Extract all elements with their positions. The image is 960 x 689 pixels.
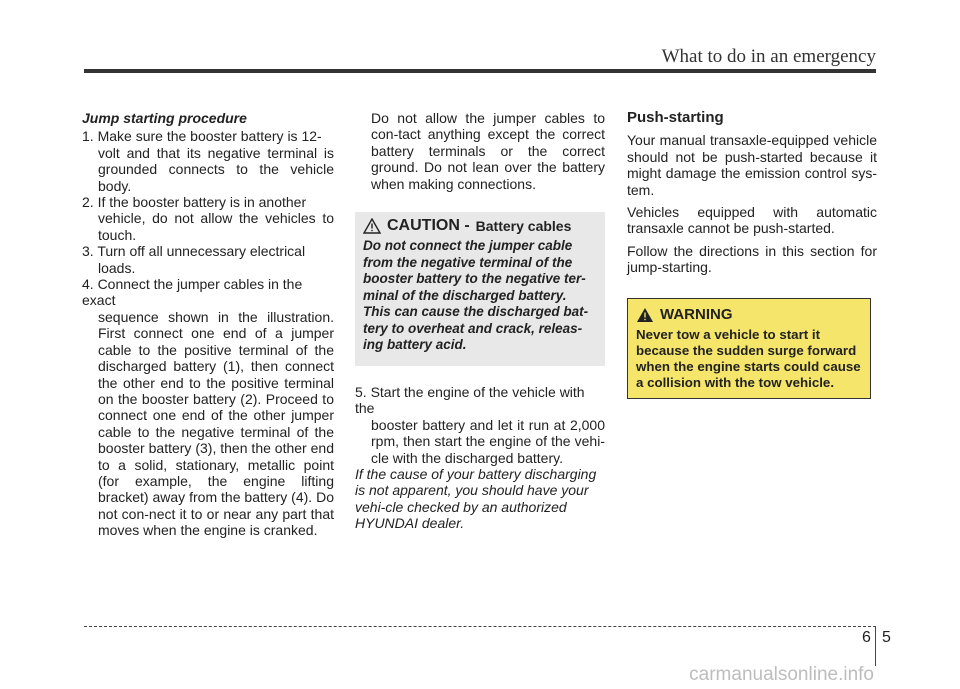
column-jump-starting: [82, 110, 334, 539]
push-paragraph-1: Your manual transaxle-equipped vehicle should not be push-started because it might damage the emission control sys-tem.: [627, 132, 877, 198]
push-paragraph-2: Vehicles equipped with automatic transaxle cannot be push-started.: [627, 204, 877, 237]
caution-body: Do not connect the jumper cable from the negative terminal of the booster battery to the negative ter-minal of the discharged battery. This can cause the discharged bat-tery to overheat and crack, releas-ing battery acid.: [363, 238, 589, 353]
step-4: [82, 276, 334, 539]
step-4-rest: sequence shown in the illustration. First connect one end of a jumper cable to the positive terminal of the discharged battery (1), then connect the other end to the positive terminal on the booster battery (2). Proceed to connect one end of the other jumper cable to the negative terminal of the booster battery (3), then the other end to a solid, stationary, metallic point (for example, the engine lifting bracket) away from the battery (4). Do not con-nect it to or near any part that moves when the engine is cranked.: [98, 308, 334, 539]
warning-title-row: [636, 307, 870, 323]
warning-body: Never tow a vehicle to start it because the sudden surge forward when the engine starts could cause a collision with the tow vehicle.: [636, 327, 861, 391]
step-5-rest: booster battery and let it run at 2,000 rpm, then start the engine of the vehi-cle with the discharged battery.: [371, 416, 605, 466]
caution-title-row: [363, 218, 597, 234]
step-3-rest: loads.: [98, 259, 136, 276]
step-1: [82, 128, 334, 194]
page-number-separator: [875, 626, 876, 666]
step-3: [82, 243, 334, 276]
step-2-first-line: 2. If the booster battery is in another: [82, 194, 307, 211]
caution-subtitle: Battery cables: [475, 218, 572, 235]
page-number: 5: [882, 629, 891, 646]
header-rule: [84, 69, 876, 73]
footer-rule: [84, 626, 876, 627]
column-jump-continued: [355, 110, 605, 532]
warning-triangle-icon: [636, 307, 654, 323]
caution-title: CAUTION -: [387, 217, 470, 235]
header-title: What to do in an emergency: [661, 46, 876, 67]
caution-triangle-icon: [363, 218, 381, 234]
dealer-note: If the cause of your battery discharging is not apparent, you should have your vehi-cle checked by an authorized HYUNDAI dealer.: [355, 465, 597, 532]
chapter-number: 6: [862, 629, 871, 646]
push-paragraph-3: Follow the directions in this section for jump-starting.: [627, 242, 877, 276]
watermark: carmanualsonline.info: [689, 664, 874, 685]
column-push-starting: [627, 110, 877, 399]
section-heading-push-starting: Push-starting: [627, 109, 724, 126]
caution-box: [355, 212, 605, 366]
step-3-first-line: 3. Turn off all unnecessary electrical: [82, 243, 306, 260]
step-4-first-line: 4. Connect the jumper cables in the exact: [82, 276, 303, 309]
step-1-rest: volt and that its negative terminal is grounded connects to the vehicle body.: [98, 144, 334, 194]
warning-title: WARNING: [660, 305, 733, 323]
step-5-first-line: 5. Start the engine of the vehicle with the: [355, 383, 585, 417]
intro-paragraph: Do not allow the jumper cables to con-tact anything except the correct battery terminals or the correct ground. Do not lean over the battery when making connections.: [371, 110, 605, 192]
step-2-rest: vehicle, do not allow the vehicles to touch.: [98, 210, 334, 243]
step-2: [82, 194, 334, 243]
warning-box: [627, 298, 871, 399]
step-1-first-line: 1. Make sure the booster battery is 12-: [82, 128, 322, 145]
step-5: [355, 384, 605, 466]
section-heading-jump-starting: Jump starting procedure: [82, 110, 247, 126]
